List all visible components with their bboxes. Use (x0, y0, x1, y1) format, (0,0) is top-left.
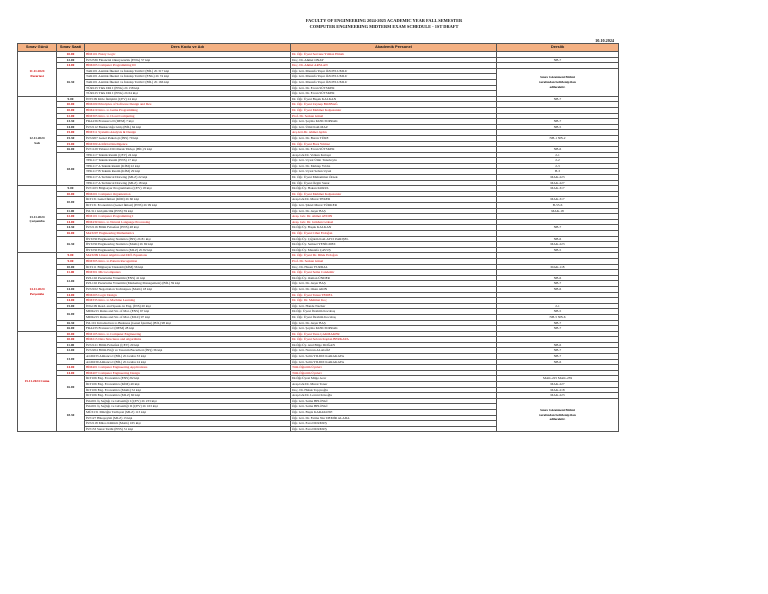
exam-time-cell: 12.00 (57, 113, 85, 119)
room-cell: 2-1 (497, 303, 619, 309)
staff-cell: Öğr. Gör. Dr. Fatma Nur DEMİR ALADA (291, 415, 497, 421)
room-cell: NB-7 (497, 119, 619, 125)
table-row (18, 398, 619, 404)
staff-cell: Öğr. Gör. Hande Nazlıar (291, 303, 497, 309)
exam-time-cell: 9.00 (57, 258, 85, 264)
course-cell: İST127 Hikayeyim (MLZ) 13 kişi (85, 415, 291, 421)
course-cell: İST2207 Genel Psikoloji (İNS) 79 kişi (85, 135, 291, 141)
room-cell: MAK-223 (497, 175, 619, 181)
staff-cell: Dr. Öğr. Üyesi Servane Yılmaz Elmalı (291, 52, 497, 58)
document-date: 10.10.2024 (595, 38, 614, 43)
col-staff: Akademik Personel (291, 44, 497, 52)
exam-time-cell: 11.00 (57, 270, 85, 276)
exam-day-cell: 14.11.2024 Perşembe (18, 253, 57, 331)
course-cell: BİM201 Computer Organization (85, 191, 291, 197)
exam-time-cell: 16.00 (57, 231, 85, 237)
course-cell: BİM203 Computer Programming III (85, 63, 291, 69)
course-cell: BİM301 Microcomputers (85, 270, 291, 276)
course-cell: TAR101 Atatürk İlkeleri ve İnkılap Tarihi I (BİL) 2b 166 kişi (85, 79, 291, 85)
room-cell: MAK-118 (497, 264, 619, 270)
exam-time-cell: 10.00 (57, 337, 85, 343)
col-dept: Derslik (497, 44, 619, 52)
course-cell: İKT106 Eng. Economics (MAK) 52 kişi (85, 387, 291, 393)
room-cell: NB-5 (497, 124, 619, 130)
staff-cell: Dr.Öğr.Üy. Başak KALKAN (291, 225, 497, 231)
course-cell: BİM303 Intro. to Cloud Computing (85, 113, 291, 119)
course-cell: BİM407 Computer Engineering Design (85, 370, 291, 376)
course-cell: BİM419 Intro. to Game Programming (85, 107, 291, 113)
exam-time-cell: 11.00 (57, 208, 85, 214)
room-cell: NB-6 (497, 236, 619, 242)
exam-time-cell: 14.00 (57, 292, 85, 298)
staff-cell: Araş.Gör.Dr. Volkan Kırtaşır (291, 152, 497, 158)
course-cell: FRA236 Fransızca II (DEM) 7 kişi (85, 119, 291, 125)
course-cell: MDK215 Rules and Str. of Mat. (MLZ) 97 kişi (85, 314, 291, 320)
course-cell: BİM333 Intro. to Machine Learning (85, 298, 291, 304)
exam-time-cell: 12.00 (57, 57, 85, 63)
staff-cell: Öğr. Gör. Ümit KALMAZ (291, 124, 497, 130)
exam-time-cell: 18.30 (57, 398, 85, 432)
course-cell: İKT131 Economics (Genel İktisat) (ENS) 2b 99 kişi (85, 203, 291, 209)
course-cell: İSL311 Girişimcilik (ENS) 59 kişi (85, 208, 291, 214)
room-cell: NB-5 (497, 309, 619, 315)
exam-time-cell: 15.00 (57, 303, 85, 309)
course-cell: TEK117 Teknik Resim (ÇEV) 24 kişi (85, 152, 291, 158)
exam-time-cell: 16.00 (57, 326, 85, 332)
exam-time-cell: 14.00 (57, 298, 85, 304)
staff-cell: Öğr. Gör. Şeyma KIZILTOPRAK (291, 119, 497, 125)
room-cell: NB-7 (497, 326, 619, 332)
exam-day-cell: 12.11.2024 Salı (18, 96, 57, 186)
course-cell: İİST230 Engineering Statistics (MLZ) 2b 82 kişi (85, 247, 291, 253)
room-cell: MAK-223 (497, 242, 619, 248)
exam-time-cell: 16.30 (57, 68, 85, 96)
exam-day-cell: 13.11.2024 Çarşamba (18, 186, 57, 253)
room-cell: 2-1 (497, 152, 619, 158)
course-cell: İKT131 Genel İktisat (KİM) 2b 60 kişi (85, 197, 291, 203)
exam-time-cell: 10.00 (57, 102, 85, 108)
staff-cell: Dr.Öğr. Üyesi İbrahim Kocabaş (291, 309, 497, 315)
staff-cell: Öğr. Gör. Esra DURMUŞ (291, 426, 497, 432)
staff-cell: Dr. Öğr. Üyesi İbrahim Kocabaş (291, 314, 497, 320)
course-cell: TEK117 A Technical Drawing (MLZ) 22 kişi (85, 175, 291, 181)
staff-cell: Öğr. Gör. Mustafa Yaşar ÖZOYLUMLU (291, 68, 497, 74)
exam-time-cell: 9.00 (57, 96, 85, 102)
staff-cell: Araş.Gör.Dr. Murat Toner (291, 382, 497, 388)
staff-cell: Dr.Öğr.Üy. Semsel YENİLMEZ (291, 242, 497, 248)
course-cell: İST2336 Financial Okuryazarlık (ENG) 57 kişi (85, 57, 291, 63)
exam-time-cell: 14.00 (57, 63, 85, 69)
course-cell: BİM101 Computer Programming I (85, 214, 291, 220)
room-cell: NB-6 (497, 286, 619, 292)
course-cell: MDK215 Rules and Str. of Mat. (ENS) 67 kişi (85, 309, 291, 315)
room-cell: MAK-317 (497, 186, 619, 192)
exam-time-cell: 16.00 (57, 147, 85, 153)
course-cell: İST2204 Bilim Etiği ve Tasarım Becerileri (İNŞ) 36 kişi (85, 348, 291, 354)
staff-cell: Öğr. Gör. Başla KARAKOSE (291, 410, 497, 416)
course-cell: TEK117 A Teknik Resim (KİM) 22 kişi (85, 163, 291, 169)
exam-time-cell: 9.00 (57, 186, 85, 192)
staff-cell: Arş.Gör.Dr. Ahmet Aydın (291, 130, 497, 136)
course-cell: İST2118 Mitos Kültürü (MAK) 165 kişi (85, 421, 291, 427)
staff-cell: Doç. Dr. Hasan YURDAL (291, 264, 497, 270)
staff-cell: Öğr. Gör. Sema BELİNGİ (291, 404, 497, 410)
exam-time-cell: 9.00 (57, 253, 85, 259)
course-cell: İNV109 Kitle İletişimi (ÇEV) 24 kişi (85, 96, 291, 102)
exam-time-cell: 15.00 (57, 130, 85, 136)
exam-time-cell: 14.00 (57, 286, 85, 292)
room-cell: MAK-317 (497, 197, 619, 203)
staff-cell: Araş. Gör. Dr. Gökhan Göksel (291, 219, 497, 225)
col-day: Sınav Günü (18, 44, 57, 52)
col-course: Ders Kodu ve Adı (85, 44, 291, 52)
course-cell: MAT209 Linear Algebra and Diff. Equations (85, 253, 291, 259)
exam-time-cell: 12.00 (57, 348, 85, 354)
staff-cell: Prof. Dr. Serkan Günal (291, 113, 497, 119)
staff-cell: Öğr. Gör. Dr. Mehtap Yıldız (291, 163, 497, 169)
course-cell: BİM309 Artificial Intelligence (85, 141, 291, 147)
exam-time-cell: 13.30 (57, 119, 85, 125)
exam-time-cell: 10.00 (57, 191, 85, 197)
room-cell: NB-7 (497, 96, 619, 102)
staff-cell: Dr.Öğr.Üy. Çiğdem KALAYCI PARIŞEL (291, 236, 497, 242)
course-cell: İST2116 Bilim Felsefesi (ENS) 48 kişi (85, 225, 291, 231)
room-cell: NB-7 (497, 225, 619, 231)
course-cell: İİST230 Engineering Statistics (MAK) 2b 69 kişi (85, 242, 291, 248)
exam-time-cell: 11.00 (57, 342, 85, 348)
room-cell: NB-6 (497, 147, 619, 153)
staff-cell: Öğr. Gör. Dr. Ercan SÜTSKER (291, 91, 497, 97)
exam-day-cell: 11.11.2024 Pazartesi (18, 52, 57, 97)
course-cell: TÜR125 Türk Dili I (ENG) 2b 64 kişi (85, 91, 291, 97)
staff-cell: Öğr. Gör. Selin YILDIZ KARAKAYA (291, 354, 497, 360)
room-cell: MAK-218 (497, 387, 619, 393)
staff-cell: Öğr. Gör. Nurcan ALAGÖZ (291, 348, 497, 354)
staff-cell: Araş.Gör.Dr. Murat TEKER (291, 197, 497, 203)
staff-cell: Öğr. Gör. Mustafa Yaşar ÖZOYLUMLU (291, 79, 497, 85)
staff-cell: Araş.Gör.Dr. Levent Kösoğlu (291, 393, 497, 399)
staff-cell: Araş. Gör. Dr. Ahmet AYDIN (291, 214, 497, 220)
room-cell: NB-5 NB-6 (497, 314, 619, 320)
proctor-note: Sınav Gözetmeni Birimi tarafından belirlenip ilan edilecektir. (497, 68, 619, 96)
staff-cell: Öğr. Gör. Uysal Ümit Tunaboylu (291, 158, 497, 164)
course-cell: İKT106 Eng. Economics (MLZ) 60 kişi (85, 393, 291, 399)
exam-time-cell: 14.00 (57, 124, 85, 130)
schedule-table (17, 43, 619, 432)
staff-cell: Tüm Öğretim Üyeleri (291, 370, 497, 376)
room-cell: MAK-225 MAK-239 (497, 376, 619, 382)
room-cell: NB-5 (497, 247, 619, 253)
staff-cell: Doç. Dr. Ahmet ARSLAN (291, 63, 497, 69)
exam-time-cell: 12.00 (57, 275, 85, 286)
course-cell: TÜR125 Türk Dili I (ENG) 2b 158 kişi (85, 85, 291, 91)
table-header-row (18, 44, 619, 52)
course-cell: TAR101 Atatürk İlkeleri ve İnkılap Tarihi I (ENG) 2b 74 kişi (85, 74, 291, 80)
exam-time-cell: 18.00 (57, 152, 85, 186)
course-cell: İSL101 Introduction to Business (Genel İşletme) (BİL) 98 kişi (85, 320, 291, 326)
staff-cell: Öğr. Gör. Esra DURMUŞ (291, 421, 497, 427)
course-cell: TEK117 Teknik Resim (ENS) 17 kişi (85, 158, 291, 164)
exam-time-cell: 10.00 (57, 197, 85, 208)
room-cell: NB-7 (497, 348, 619, 354)
course-cell: PZL102 Pazarlama Yönetimi (Marketing Management) (BİL) 39 kişi (85, 281, 291, 287)
staff-cell: Öğr. Gör. Dr. Ercan SÜTSKER (291, 85, 497, 91)
exam-time-cell: 14.00 (57, 219, 85, 225)
staff-cell: Dr. Öğr. Üyesi Mehmet Kalpazanlar (291, 191, 497, 197)
course-cell: İST2102 Negotiation Techniques (MAK) 18 kişi (85, 286, 291, 292)
staff-cell: Dr. Öğr. Üyesi Dr. Dilek Erdoğan (291, 253, 497, 259)
course-cell: BİM209 Principles of Software Design and Dev. (85, 102, 291, 108)
course-cell: BİM305 Intro. to Pattern Recognition (85, 258, 291, 264)
header-title: FACULTY OF ENGINEERING 2024-2025 ACADEMIC YEAR FALL SEMESTER (305, 18, 463, 23)
exam-time-cell: 13.00 (57, 354, 85, 365)
staff-cell: Dr. Öğr. Üyesi Selcan Kaplan BERKAYA (291, 337, 497, 343)
staff-cell: Öğr. Gör. Selin YILDIZ KARAKAYA (291, 359, 497, 365)
room-cell: MAK-18 (497, 208, 619, 214)
course-cell: İKT106 Eng. Economics (ENS) 82 kişi (85, 376, 291, 382)
room-cell: NB-7 (497, 354, 619, 360)
staff-cell: Dr. Öğr. Üyesi Cihat Erdoğan (291, 231, 497, 237)
staff-cell: Dr.Öğr.Üy. Hakan KORUL (291, 186, 497, 192)
exam-time-cell: 15.00 (57, 141, 85, 147)
room-cell: NB-6 (497, 359, 619, 365)
staff-cell: Dr.Öğr.Üyesi Müge Acar (291, 376, 497, 382)
staff-cell: Öğr. Gör. Dr. Avşar BAŞ (291, 281, 497, 287)
staff-cell: Tüm Öğretim Üyeleri (291, 365, 497, 371)
exam-time-cell: 12.00 (57, 214, 85, 220)
exam-time-cell: 16.00 (57, 376, 85, 398)
course-cell: ALM239 Almanca I (BİL) 2b Grubu 24 kişi (85, 359, 291, 365)
document-header (0, 18, 768, 30)
course-cell: İİST230 Engineering Statistics (İNS) 2b 81 kişi (85, 236, 291, 242)
exam-day-cell: 15.11.2024 Cuma (18, 331, 57, 432)
exam-time-cell: 16.00 (57, 309, 85, 320)
exam-time-cell: 10.00 (57, 264, 85, 270)
course-cell: BİM203 Logic Design (85, 292, 291, 298)
staff-cell: Öğr. Gör. Dr. Okan AKIN (291, 286, 497, 292)
course-cell: İSG001 İş Sağlığı ve Güvenliği II (ÇEV) 2b 163 kişi (85, 404, 291, 410)
staff-cell: Dr.Öğr.Üy. Mustafa ÇAVUŞ (291, 247, 497, 253)
room-cell: B-53-6 (497, 203, 619, 209)
table-row (18, 68, 619, 74)
staff-cell: Dr. Öğr. Üyesi Tansu TEMEL (291, 292, 497, 298)
room-cell: NB-1 NB-2 (497, 135, 619, 141)
course-cell: MAT207 Engineering Mathematics (85, 231, 291, 237)
course-cell: BİM401 Computer Engineering Applications (85, 365, 291, 371)
room-cell: B-3 (497, 169, 619, 175)
staff-cell: Dr. Öğr. Üyesi Muhammet Örnek (291, 175, 497, 181)
exam-time-cell: 16.30 (57, 320, 85, 326)
exam-time-cell: 14.00 (57, 370, 85, 376)
course-cell: TEK117 A Technical Drawing (MLZ) 18 kişi (85, 180, 291, 186)
staff-cell: Öğr. Gör. Dr. Avşar BAŞ (291, 320, 497, 326)
course-cell: İNG109 Read. and Speak. in Eng. (İNS) 20 kişi (85, 303, 291, 309)
exam-time-cell: 14.00 (57, 365, 85, 371)
course-cell: BİM213 Data Structures and Algorithms (85, 337, 291, 343)
exam-time-cell: 10.00 (57, 52, 85, 58)
col-time: Sınav Saati (57, 44, 85, 52)
staff-cell: Doç. Dr. Ahmet ONAY (291, 57, 497, 63)
staff-cell: Dr. Öğr. Üyesi Özgür Sanar (291, 180, 497, 186)
room-cell: 2-3 (497, 163, 619, 169)
course-cell: BİM439 Intro. to Natural Language Processing (85, 219, 291, 225)
course-cell: FRA235 Fransızca I (DEM) 28 kişi (85, 326, 291, 332)
room-cell: NB-6 (497, 275, 619, 281)
staff-cell: Dr.Öğr.Üy. Osman ÜNDER (291, 275, 497, 281)
header-subtitle: COMPUTER ENGINEERING MIDTERM EXAM SCHEDULE - 1ST DRAFT (309, 24, 459, 29)
staff-cell: Dr. Öğr. Üyesi Zeynep BOZBAĞ (291, 102, 497, 108)
course-cell: İST1129 Yabancı Dil Olarak Türkçe (BİL) 9 kişi (85, 147, 291, 153)
staff-cell: Prof. Dr. Serkan Günal (291, 258, 497, 264)
room-cell: NB-6 (497, 342, 619, 348)
course-cell: BİM105 Intro. to Computer Engineering (85, 331, 291, 337)
course-cell: İST2121 Bilim Felsefesi (ÇEV) 29 kişi (85, 342, 291, 348)
exam-time-cell: 10.00 (57, 331, 85, 337)
exam-time-cell: 14.30 (57, 225, 85, 231)
room-cell: NB-7 (497, 57, 619, 63)
staff-cell: Öğr. Gör. Dr. Avşar BAŞ (291, 208, 497, 214)
staff-cell: Öğr. Gör. Uysal Seban Uysal (291, 169, 497, 175)
course-cell: BİM311 Systems Analysis & Design (85, 130, 291, 136)
staff-cell: Öğr. Gör. Şeyma KIZILTOPRAK (291, 326, 497, 332)
staff-cell: Öğr. Gör. Sema BELİNGİ (291, 398, 497, 404)
staff-cell: Dr. Öğr. Dr. Mehmet Koç (291, 298, 497, 304)
course-cell: İST1103 Bilgisayar Programlama (ÇEV) 18 kişi (85, 186, 291, 192)
course-cell: PZL102 Pazarlama Yönetimi (ENS) 41 kişi (85, 275, 291, 281)
proctor-note: Sınav Gözetmeni Birimi tarafından belirlenip ilan edilecektir. (497, 398, 619, 432)
course-cell: TAR101 Atatürk İlkeleri ve İnkılap Tarihi I (BİL) 2b 317 kişi (85, 68, 291, 74)
staff-cell: Dr. Öğr. Üyesi Bora Yılmaz (291, 141, 497, 147)
staff-cell: Dr. Öğr. Üyesi Sema Candemir (291, 270, 497, 276)
course-cell: TEK117 B Teknik Resim (KİM) 29 kişi (85, 169, 291, 175)
exam-time-cell: 10.00 (57, 107, 85, 113)
staff-cell: Dr. Öğr. Üyesi Tuna ÇAKMAKER (291, 331, 497, 337)
course-cell: MÜZ131 Müziğin Tarihçesi (MLZ) 113 kişi (85, 410, 291, 416)
staff-cell: Dr. Öğr. Üyesi Mehmet Kalpazanlar (291, 107, 497, 113)
course-cell: İKT106 Eng. Economics (KİM) 49 kişi (85, 382, 291, 388)
course-cell: İSG001 İş Sağlığı ve Güvenliği I (ÇEV) 2b 233 kişi (85, 398, 291, 404)
staff-cell: Dr. Öğr. Üyesi Başak KALKAN (291, 96, 497, 102)
room-cell: MAK-223 (497, 393, 619, 399)
exam-time-cell: 15.30 (57, 135, 85, 141)
course-cell: İST133 Sanat Tarihi (ENS) 31 kişi (85, 426, 291, 432)
room-cell: NB-7 (497, 281, 619, 287)
course-cell: BİM101 Fuzzy Logic (85, 52, 291, 58)
staff-cell: Öğr. Gör. Mustafa Yaşar ÖZOYLUMLU (291, 74, 497, 80)
staff-cell: Doç. Dr. Haluk Topçuoğlu (291, 387, 497, 393)
staff-cell: Dr.Öğr.Üy. Anıl Bilge DOĞAN (291, 342, 497, 348)
room-cell: MAK-227 (497, 180, 619, 186)
staff-cell: Öğr. Gör. Şiktel Murat TÜRKER (291, 203, 497, 209)
course-cell: ALM233 Almanca I (BİL) 2b Grubu 33 kişi (85, 354, 291, 360)
room-cell: 2-2 (497, 158, 619, 164)
staff-cell: Öğr. Gör. Dr. Ercan SÜTSKER (291, 147, 497, 153)
staff-cell: Öğr. Gör. Dr. Burcu TÜRE (291, 135, 497, 141)
exam-time-cell: 16.30 (57, 236, 85, 253)
course-cell: İST2112 Bankacılığa Giriş (BİL) 64 kişi (85, 124, 291, 130)
room-cell: MAK-227 (497, 382, 619, 388)
room-cell: NB-7 (497, 320, 619, 326)
course-cell: İKT211 Bilgisayar Destekli (KİM) 56 kişi (85, 264, 291, 270)
